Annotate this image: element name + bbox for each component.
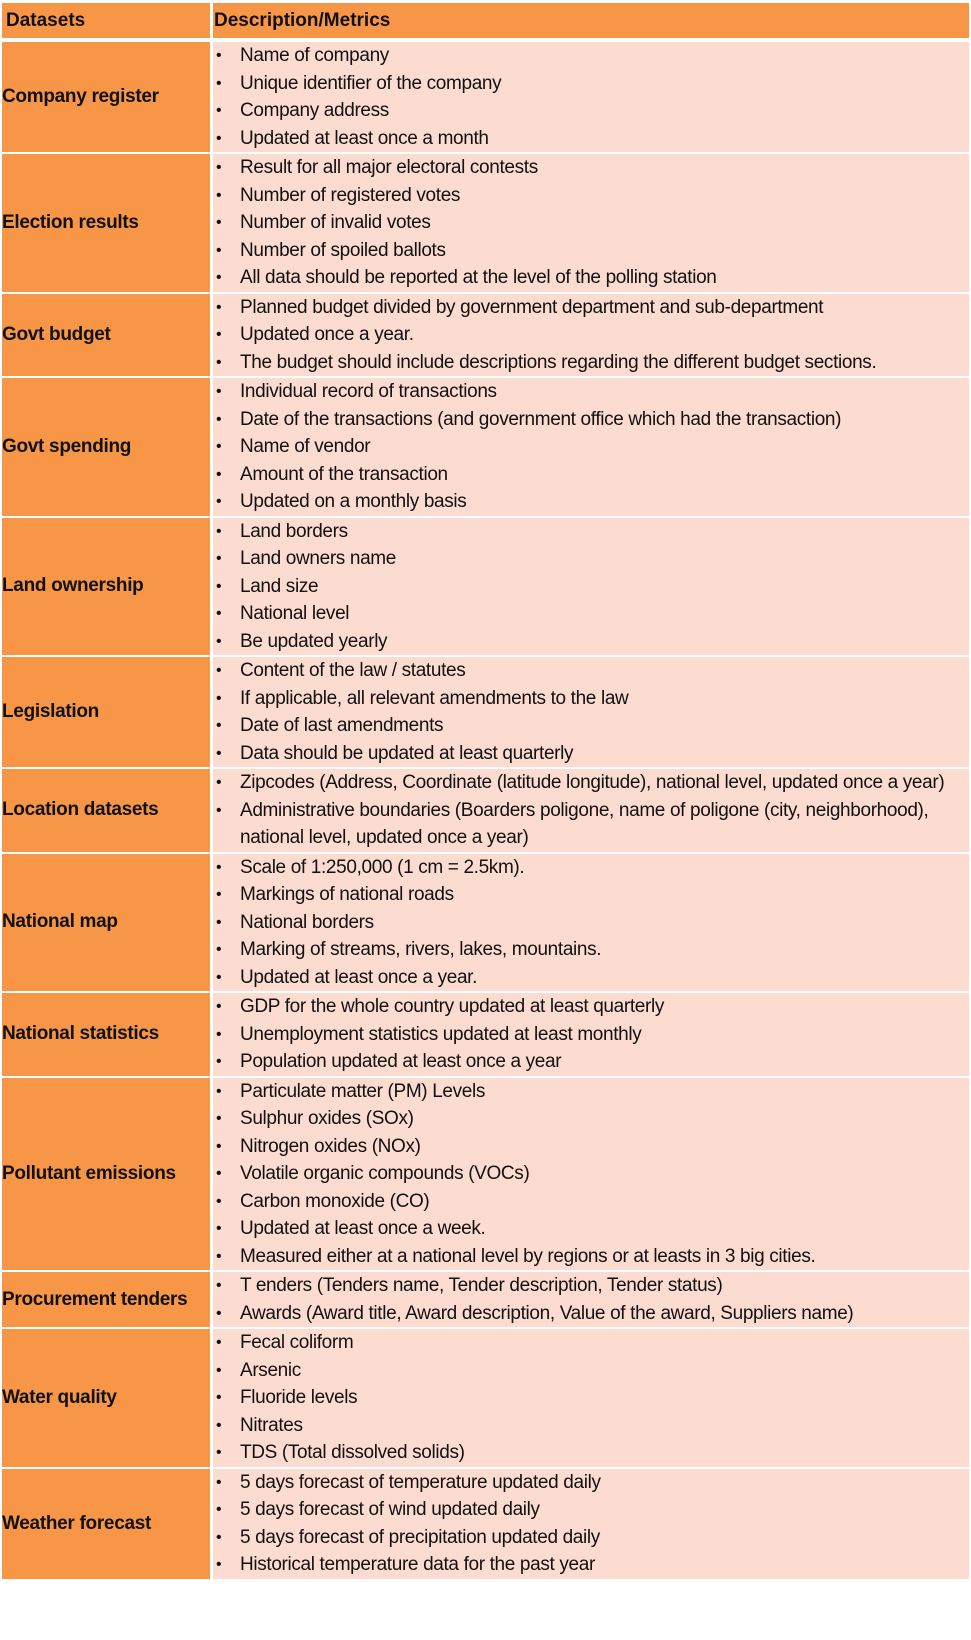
dataset-name: Procurement tenders — [2, 1272, 213, 1329]
bullet-icon: • — [216, 1556, 222, 1573]
dataset-description — [213, 854, 969, 994]
metric-text: 5 days forecast of precipitation updated daily — [240, 1526, 600, 1548]
metric-text: Amount of the transaction — [240, 463, 448, 485]
bullet-icon: • — [216, 383, 222, 400]
list-item — [213, 1021, 969, 1049]
list-item — [213, 349, 969, 377]
metric-text: Markings of national roads — [240, 884, 454, 905]
list-item — [213, 1133, 969, 1161]
bullet-icon: • — [216, 326, 222, 343]
metrics-list — [213, 1329, 969, 1467]
dataset-description — [213, 518, 969, 658]
metric-text: Fluoride levels — [240, 1387, 358, 1408]
list-item — [213, 740, 969, 768]
metric-text: All data should be reported at the level of the polling station — [240, 267, 717, 288]
bullet-icon: • — [216, 1053, 222, 1070]
bullet-icon: • — [216, 1110, 222, 1127]
dataset-name: Land ownership — [2, 518, 213, 658]
bullet-icon: • — [216, 438, 222, 455]
metric-text: Date of the transactions (and government office which had the transaction) — [240, 408, 842, 430]
dataset-name: Location datasets — [2, 769, 213, 854]
table-row — [2, 1329, 969, 1469]
metric-text: Number of registered votes — [240, 184, 461, 206]
bullet-icon: • — [216, 744, 222, 762]
metric-text: Date of last amendments — [240, 715, 444, 736]
dataset-description — [213, 378, 969, 518]
list-item — [213, 1551, 969, 1579]
list-item — [213, 600, 969, 628]
metric-text: Arsenic — [240, 1359, 301, 1381]
metrics-list — [213, 518, 969, 656]
metric-text: Land borders — [240, 520, 348, 542]
metric-text: Content of the law / statutes — [240, 660, 466, 681]
list-item — [213, 97, 969, 125]
metric-text: Updated on a monthly basis — [240, 491, 467, 512]
list-item — [213, 154, 969, 182]
bullet-icon: • — [216, 241, 222, 259]
bullet-icon: • — [216, 465, 222, 483]
list-item — [213, 964, 969, 992]
list-item — [213, 909, 969, 937]
dataset-name: Election results — [2, 154, 213, 294]
metric-text: Awards (Award title, Award description, Value of the award, Suppliers name) — [240, 1302, 854, 1324]
table-header-row — [2, 3, 969, 42]
list-item — [213, 294, 969, 322]
dataset-description — [213, 1329, 969, 1469]
dataset-description — [213, 769, 969, 854]
metric-text: Population updated at least once a year — [240, 1051, 562, 1072]
dataset-name: Govt budget — [2, 294, 213, 379]
list-item — [213, 1078, 969, 1106]
metric-text: Zipcodes (Address, Coordinate (latitude longitude), national level, updated once a year) — [240, 772, 945, 793]
bullet-icon: • — [216, 186, 222, 204]
bullet-icon: • — [216, 689, 222, 707]
dataset-name: Legislation — [2, 657, 213, 769]
metric-text: Number of invalid votes — [240, 212, 431, 233]
list-item — [213, 518, 969, 546]
metric-text: Land size — [240, 575, 319, 597]
bullet-icon: • — [216, 47, 222, 64]
list-item — [213, 1272, 969, 1300]
dataset-description — [213, 993, 969, 1078]
bullet-icon: • — [216, 493, 222, 510]
list-item — [213, 1188, 969, 1216]
list-item — [213, 488, 969, 516]
metric-text: 5 days forecast of temperature updated daily — [240, 1471, 601, 1493]
list-item — [213, 1357, 969, 1385]
list-item — [213, 1243, 969, 1271]
bullet-icon: • — [216, 577, 222, 595]
list-item — [213, 70, 969, 98]
table-row — [2, 154, 969, 294]
metric-text: The budget should include descriptions regarding the different budget sections. — [240, 351, 877, 373]
metric-text: Carbon monoxide (CO) — [240, 1190, 430, 1212]
list-item — [213, 769, 969, 797]
bullet-icon: • — [216, 74, 222, 92]
metric-text: 5 days forecast of wind updated daily — [240, 1499, 540, 1520]
list-item — [213, 1384, 969, 1412]
table-row — [2, 769, 969, 854]
bullet-icon: • — [216, 1137, 222, 1155]
bullet-icon: • — [216, 1247, 222, 1265]
metric-text: TDS (Total dissolved solids) — [240, 1442, 465, 1463]
table-row — [2, 294, 969, 379]
metric-text: Updated once a year. — [240, 324, 414, 345]
table-row — [2, 42, 969, 154]
metrics-list — [213, 154, 969, 292]
bullet-icon: • — [216, 410, 222, 428]
list-item — [213, 321, 969, 349]
header-datasets: Datasets — [2, 3, 213, 42]
metric-text: Unemployment statistics updated at least monthly — [240, 1023, 642, 1045]
metric-text: T enders (Tenders name, Tender description, Tender status) — [240, 1275, 723, 1296]
metric-text: Fecal coliform — [240, 1332, 354, 1353]
metric-text: Name of company — [240, 45, 389, 66]
metric-text: Company address — [240, 100, 389, 121]
list-item — [213, 936, 969, 964]
list-item — [213, 1215, 969, 1243]
metric-text: Measured either at a national level by regions or at leasts in 3 big cities. — [240, 1245, 816, 1267]
metric-text: Marking of streams, rivers, lakes, mountains. — [240, 939, 602, 960]
list-item — [213, 182, 969, 210]
metric-text: Sulphur oxides (SOx) — [240, 1108, 414, 1129]
list-item — [213, 1300, 969, 1328]
list-item — [213, 854, 969, 882]
metrics-list — [213, 769, 969, 852]
list-item — [213, 1105, 969, 1133]
dataset-description — [213, 154, 969, 294]
bullet-icon: • — [216, 913, 222, 931]
table-row — [2, 993, 969, 1078]
table-row — [2, 378, 969, 518]
metric-text: Planned budget divided by government department and sub-department — [240, 296, 824, 318]
bullet-icon: • — [216, 801, 222, 819]
metric-text: Unique identifier of the company — [240, 72, 502, 94]
metric-text: Historical temperature data for the past year — [240, 1554, 595, 1575]
table-row — [2, 1272, 969, 1329]
bullet-icon: • — [216, 717, 222, 734]
metric-text: Administrative boundaries (Boarders poligone, name of poligone (city, neighborhood), national level, updated once a year) — [240, 799, 929, 848]
list-item — [213, 461, 969, 489]
list-item — [213, 1160, 969, 1188]
list-item — [213, 628, 969, 656]
list-item — [213, 881, 969, 909]
bullet-icon: • — [216, 886, 222, 903]
metric-text: Be updated yearly — [240, 630, 388, 652]
dataset-name: Company register — [2, 42, 213, 154]
dataset-name: Govt spending — [2, 378, 213, 518]
metric-text: Updated at least once a year. — [240, 966, 478, 988]
metrics-list — [213, 1272, 969, 1327]
list-item — [213, 797, 969, 852]
list-item — [213, 406, 969, 434]
bullet-icon: • — [216, 1192, 222, 1210]
bullet-icon: • — [216, 1444, 222, 1461]
bullet-icon: • — [216, 1165, 222, 1182]
bullet-icon: • — [216, 774, 222, 791]
list-item — [213, 993, 969, 1021]
metric-text: Individual record of transactions — [240, 381, 497, 402]
dataset-description — [213, 1272, 969, 1329]
metrics-list — [213, 993, 969, 1076]
bullet-icon: • — [216, 998, 222, 1015]
list-item — [213, 685, 969, 713]
bullet-icon: • — [216, 159, 222, 176]
metric-text: National borders — [240, 911, 374, 933]
metric-text: Updated at least once a month — [240, 127, 489, 149]
metrics-list — [213, 42, 969, 152]
table-row — [2, 657, 969, 769]
bullet-icon: • — [216, 662, 222, 679]
bullet-icon: • — [216, 1334, 222, 1351]
list-item — [213, 1439, 969, 1467]
list-item — [213, 433, 969, 461]
bullet-icon: • — [216, 129, 222, 147]
dataset-name: Weather forecast — [2, 1469, 213, 1581]
bullet-icon: • — [216, 1304, 222, 1322]
table-row — [2, 518, 969, 658]
bullet-icon: • — [216, 1220, 222, 1237]
bullet-icon: • — [216, 1473, 222, 1491]
bullet-icon: • — [216, 1277, 222, 1294]
metric-text: Scale of 1:250,000 (1 cm = 2.5km). — [240, 856, 525, 878]
list-item — [213, 573, 969, 601]
dataset-description — [213, 657, 969, 769]
bullet-icon: • — [216, 1501, 222, 1518]
list-item — [213, 657, 969, 685]
dataset-name: Pollutant emissions — [2, 1078, 213, 1273]
bullet-icon: • — [216, 605, 222, 622]
metric-text: Nitrates — [240, 1414, 303, 1436]
bullet-icon: • — [216, 941, 222, 958]
list-item — [213, 712, 969, 740]
bullet-icon: • — [216, 1361, 222, 1379]
table-row — [2, 1078, 969, 1273]
list-item — [213, 1469, 969, 1497]
bullet-icon: • — [216, 353, 222, 371]
metrics-list — [213, 854, 969, 992]
metric-text: If applicable, all relevant amendments to the law — [240, 687, 629, 709]
metrics-list — [213, 657, 969, 767]
dataset-name: National map — [2, 854, 213, 994]
metric-text: Updated at least once a week. — [240, 1218, 486, 1239]
list-item — [213, 209, 969, 237]
metric-text: Name of vendor — [240, 436, 371, 457]
list-item — [213, 1524, 969, 1552]
list-item — [213, 545, 969, 573]
bullet-icon: • — [216, 550, 222, 567]
bullet-icon: • — [216, 968, 222, 986]
bullet-icon: • — [216, 1082, 222, 1100]
header-description: Description/Metrics — [213, 3, 969, 42]
table-row — [2, 1469, 969, 1581]
bullet-icon: • — [216, 632, 222, 650]
dataset-description — [213, 1078, 969, 1273]
bullet-icon: • — [216, 1389, 222, 1406]
list-item — [213, 1412, 969, 1440]
table-row — [2, 854, 969, 994]
list-item — [213, 42, 969, 70]
metrics-list — [213, 378, 969, 516]
table-body — [2, 42, 969, 1581]
dataset-description — [213, 294, 969, 379]
dataset-name: Water quality — [2, 1329, 213, 1469]
metric-text: Land owners name — [240, 548, 397, 569]
metric-text: GDP for the whole country updated at least quarterly — [240, 996, 664, 1017]
list-item — [213, 237, 969, 265]
list-item — [213, 378, 969, 406]
bullet-icon: • — [216, 1025, 222, 1043]
bullet-icon: • — [216, 1416, 222, 1434]
dataset-name: National statistics — [2, 993, 213, 1078]
metrics-list — [213, 1078, 969, 1271]
bullet-icon: • — [216, 269, 222, 286]
list-item — [213, 1048, 969, 1076]
list-item — [213, 125, 969, 153]
metric-text: National level — [240, 603, 350, 624]
bullet-icon: • — [216, 298, 222, 316]
datasets-table — [2, 3, 969, 1581]
list-item — [213, 264, 969, 292]
metric-text: Data should be updated at least quarterly — [240, 742, 574, 764]
bullet-icon: • — [216, 858, 222, 876]
bullet-icon: • — [216, 1528, 222, 1546]
metrics-list — [213, 294, 969, 377]
bullet-icon: • — [216, 102, 222, 119]
metric-text: Nitrogen oxides (NOx) — [240, 1135, 421, 1157]
metric-text: Particulate matter (PM) Levels — [240, 1080, 486, 1102]
list-item — [213, 1496, 969, 1524]
metric-text: Result for all major electoral contests — [240, 157, 538, 178]
bullet-icon: • — [216, 214, 222, 231]
metric-text: Volatile organic compounds (VOCs) — [240, 1163, 530, 1184]
metrics-list — [213, 1469, 969, 1579]
bullet-icon: • — [216, 522, 222, 540]
metric-text: Number of spoiled ballots — [240, 239, 446, 261]
list-item — [213, 1329, 969, 1357]
dataset-description — [213, 42, 969, 154]
dataset-description — [213, 1469, 969, 1581]
